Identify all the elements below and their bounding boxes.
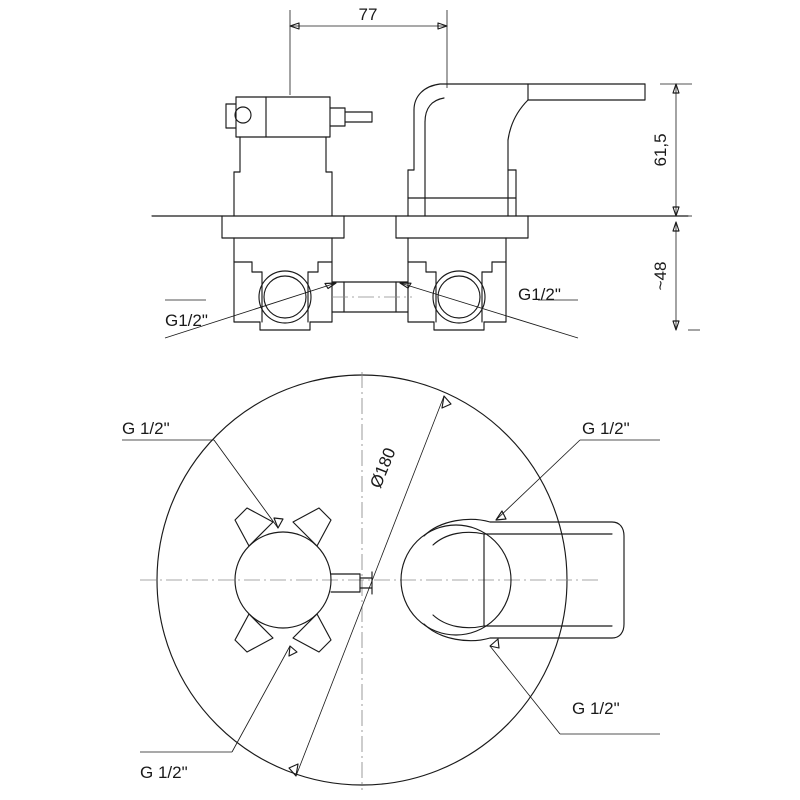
callout-label-plan-lower-left: G 1/2" — [140, 763, 188, 782]
callout-label-elevation-right: G1/2" — [518, 285, 561, 304]
plan-view — [122, 372, 660, 790]
elevation-view — [152, 10, 700, 338]
callout-leader-lower-left — [140, 646, 297, 752]
callout-leader-upper-right — [496, 440, 660, 520]
dimension-diameter-180 — [289, 396, 451, 776]
callout-label-plan-lower-right: G 1/2" — [572, 699, 620, 718]
dimension-label-77: 77 — [358, 5, 378, 24]
dimension-label-61-5: 61,5 — [651, 133, 670, 167]
dimension-48 — [673, 222, 700, 330]
dimension-label-48: ~48 — [651, 261, 670, 291]
dimension-label-diameter-180: Ø180 — [366, 445, 400, 491]
callout-label-elevation-left: G1/2" — [165, 311, 208, 330]
callout-label-plan-upper-left: G 1/2" — [122, 419, 170, 438]
callout-label-plan-upper-right: G 1/2" — [582, 419, 630, 438]
callout-leader-lower-right — [490, 639, 660, 734]
